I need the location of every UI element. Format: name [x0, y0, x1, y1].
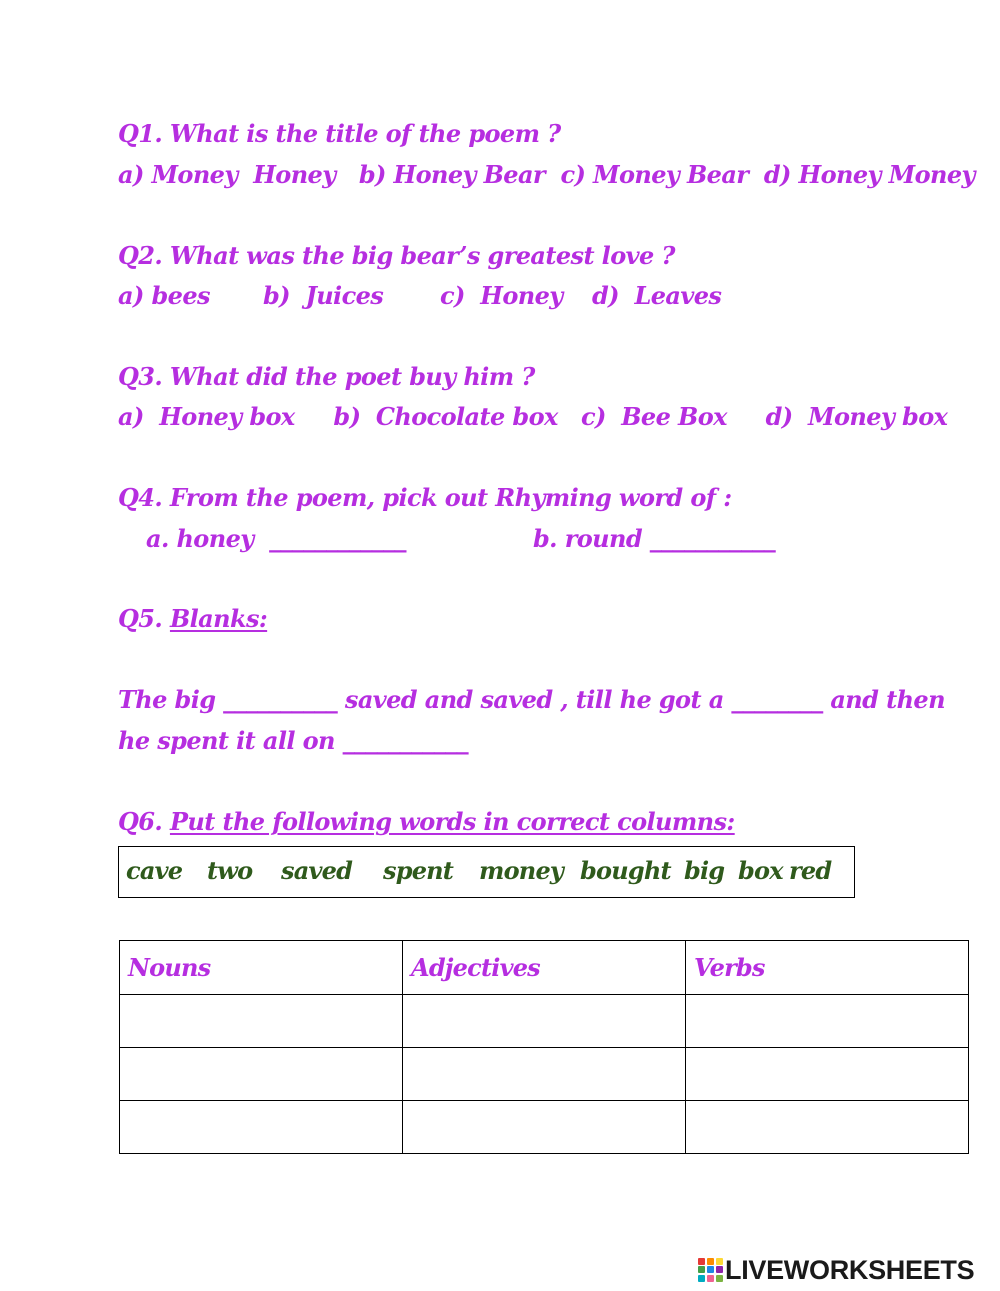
liveworksheets-logo-icon: [698, 1258, 722, 1282]
answer-cell-verb[interactable]: [686, 995, 969, 1048]
q4-part-a: a. honey ____________: [146, 524, 406, 553]
logo-tile: [716, 1275, 723, 1282]
q5-line-1: The big __________ saved and saved , till he got a ________ and then: [118, 685, 945, 714]
q3-options: a) Honey box b) Chocolate box c) Bee Box d) Money box: [118, 402, 948, 431]
q2-option-a: a) bees: [118, 281, 210, 310]
word-bank-item: big: [684, 856, 725, 885]
table-row: [120, 1101, 969, 1154]
table-row: [120, 1048, 969, 1101]
word-bank: [118, 846, 855, 898]
q4-part-b: b. round ___________: [533, 524, 776, 553]
answer-cell-adjective[interactable]: [403, 1048, 686, 1101]
logo-tile: [716, 1258, 723, 1265]
q6-label: Q6.: [118, 807, 163, 836]
word-bank-item: spent: [383, 856, 454, 885]
logo-tile: [716, 1266, 723, 1273]
q1-options: a) Money Honey b) Honey Bear c) Money Bear d) Honey Money: [118, 160, 975, 189]
q5-heading: [118, 604, 268, 633]
q3-question: Q3. What did the poet buy him ?: [118, 362, 535, 391]
logo-tile: [707, 1258, 714, 1265]
q2-option-c: c) Honey: [440, 281, 563, 310]
q5-line-2: he spent it all on ___________: [118, 726, 469, 755]
column-header-adjectives: Adjectives: [403, 941, 686, 995]
q4-question: Q4. From the poem, pick out Rhyming word of :: [118, 483, 732, 512]
logo-tile: [698, 1266, 705, 1273]
word-bank-item: bought: [580, 856, 671, 885]
word-columns-table: [119, 940, 969, 1154]
answer-cell-noun[interactable]: [120, 1048, 403, 1101]
q6-title: Put the following words in correct columns:: [169, 807, 735, 836]
column-header-verbs: Verbs: [686, 941, 969, 995]
q2-question: Q2. What was the big bear’s greatest love ?: [118, 241, 675, 270]
word-bank-item: cave: [126, 856, 183, 885]
table-header-row: [120, 941, 969, 995]
column-header-nouns: Nouns: [120, 941, 403, 995]
table-row: [120, 995, 969, 1048]
q5-label: Q5.: [118, 604, 163, 633]
q5-title: Blanks:: [169, 604, 268, 633]
logo-tile: [698, 1275, 705, 1282]
word-bank-item: red: [789, 856, 832, 885]
logo-tile: [707, 1266, 714, 1273]
answer-cell-verb[interactable]: [686, 1101, 969, 1154]
q2-option-b: b) Juices: [263, 281, 384, 310]
q2-option-d: d) Leaves: [592, 281, 722, 310]
logo-tile: [707, 1275, 714, 1282]
word-bank-item: two: [207, 856, 253, 885]
q1-question: Q1. What is the title of the poem ?: [118, 119, 561, 148]
answer-cell-adjective[interactable]: [403, 1101, 686, 1154]
liveworksheets-brand[interactable]: [698, 1256, 974, 1284]
answer-cell-verb[interactable]: [686, 1048, 969, 1101]
word-bank-item: box: [738, 856, 783, 885]
answer-cell-noun[interactable]: [120, 1101, 403, 1154]
q6-heading: [118, 807, 735, 836]
logo-tile: [698, 1258, 705, 1265]
word-bank-item: money: [479, 856, 564, 885]
answer-cell-adjective[interactable]: [403, 995, 686, 1048]
brand-name: LIVEWORKSHEETS: [725, 1254, 975, 1285]
word-bank-item: saved: [281, 856, 353, 885]
answer-cell-noun[interactable]: [120, 995, 403, 1048]
